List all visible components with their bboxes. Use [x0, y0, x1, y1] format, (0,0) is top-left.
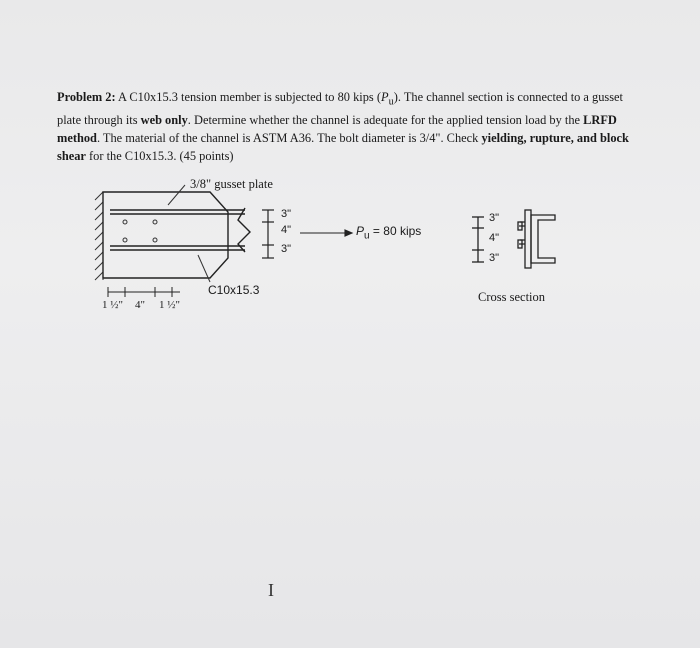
- channel-label: C10x15.3: [208, 283, 260, 297]
- horizontal-dimension: [108, 287, 180, 297]
- vert-dim-2: 4": [281, 224, 292, 236]
- cross-dim-3: 3": [489, 252, 500, 264]
- gusset-leader: [168, 185, 185, 205]
- horiz-dim-1: 1 ½": [102, 299, 123, 311]
- vert-dim-3: 3": [281, 243, 292, 255]
- load-arrow: [300, 230, 352, 236]
- text-cursor-icon: I: [268, 580, 274, 600]
- problem-label: Problem 2:: [57, 90, 116, 104]
- gusset-plate: [103, 192, 228, 278]
- horiz-dim-3: 1 ½": [159, 299, 180, 311]
- problem-statement: Problem 2: A C10x15.3 tension member is subjected to 80 kips $(P_u)$. The channel section is connected to a gusset plate through its web only. Determine whether the channel is adequate for the applied tension load by the LRFD method. The material of the channel is ASTM A36. The bolt diameter is 3/4". Check yielding, rupture, and block shear for the C10x15.3. (45 points): [57, 90, 629, 164]
- cross-section-drawing: [472, 210, 555, 268]
- vertical-dimension: [262, 210, 274, 258]
- load-label: $P_u = 80$ kips: [356, 224, 422, 242]
- vert-dim-1: 3": [281, 208, 292, 220]
- support-wall: [95, 192, 103, 280]
- horiz-dim-2: 4": [135, 299, 145, 311]
- channel-member: [110, 208, 250, 252]
- bolt-holes: [123, 220, 157, 242]
- cross-section-label: Cross section: [478, 290, 546, 304]
- cross-dim-2: 4": [489, 232, 500, 244]
- cross-dim-1: 3": [489, 212, 500, 224]
- gusset-plate-label: 3/8" gusset plate: [190, 177, 273, 191]
